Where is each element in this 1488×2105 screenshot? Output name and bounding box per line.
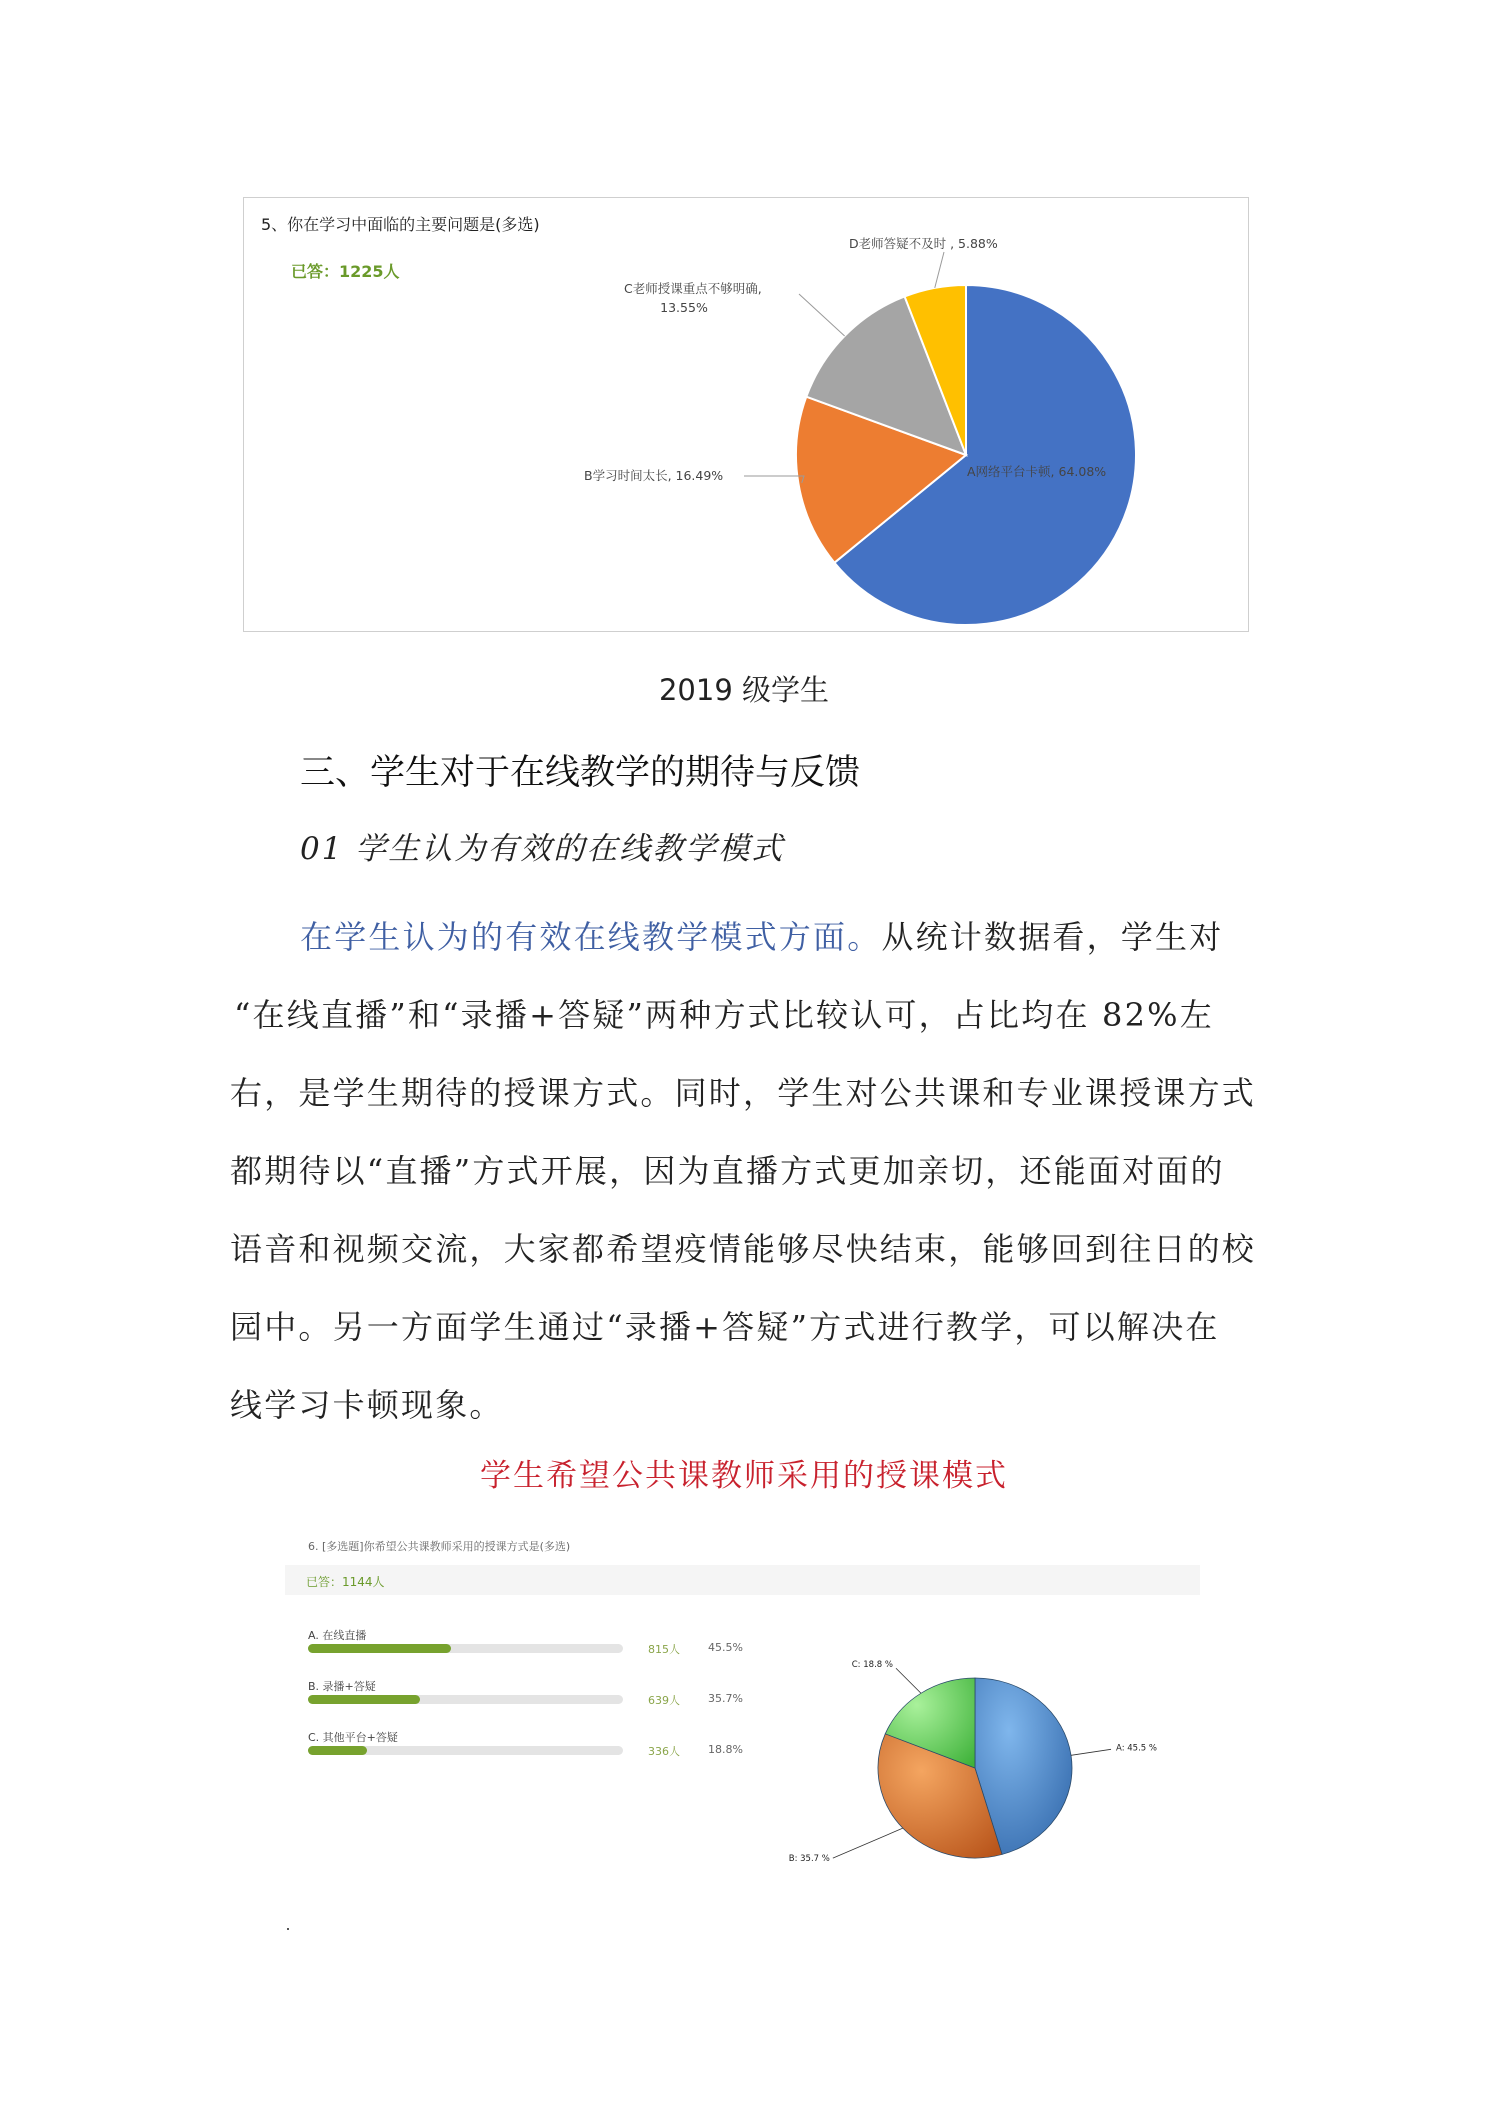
option-label: B. 录播+答疑 [308,1680,376,1693]
data-label-d: D老师答疑不及时 , 5.88% [849,236,998,251]
data-label-b: B: 35.7 % [788,1854,830,1865]
pie-chart-problems [243,197,1249,632]
paragraph-line-1-rest: 从统计数据看，学生对 [881,918,1224,956]
leader-line-a [1071,1749,1111,1755]
paragraph-line-1 [230,898,1265,976]
leader-line-c [896,1668,921,1693]
chart-2-caption: 学生希望公共课教师采用的授课模式 [480,1458,1008,1494]
data-label-b: B学习时间太长, 16.49% [584,468,724,483]
leader-line-c [799,294,845,336]
data-label-c-line2: 13.55% [660,300,708,315]
leader-line-d [935,252,944,288]
option-count: 336人 [648,1745,680,1758]
paragraph-line-2: “在线直播”和“录播+答疑”两种方式比较认可，占比均在 82%左 [234,996,1214,1034]
chart-title: 5、你在学习中面临的主要问题是(多选) [261,215,540,234]
survey-result-panel [285,1525,1200,1935]
option-percent: 45.5% [708,1641,743,1654]
body-paragraph [230,898,1265,1444]
paragraph-line-4: 都期待以“直播”方式开展，因为直播方式更加亲切，还能面对面的 [230,1152,1225,1190]
pie-chart-2-svg [285,1525,1200,1935]
section-heading: 三、学生对于在线教学的期待与反馈 [300,753,861,793]
data-label-c: C: 18.8 % [851,1660,893,1671]
answered-count: 已答：1225人 [291,262,400,281]
paragraph-line-7: 线学习卡顿现象。 [230,1386,504,1424]
leader-line-b [833,1828,903,1858]
pie-chart-1-svg [244,198,1248,631]
option-label: C. 其他平台+答疑 [308,1731,398,1744]
data-label-a: A网络平台卡顿, 64.08% [967,464,1107,479]
footnote-dot [287,1928,289,1930]
answered-count: 已答：1144人 [306,1575,385,1589]
paragraph-line-5: 语音和视频交流，大家都希望疫情能够尽快结束，能够回到往日的校 [230,1230,1257,1268]
paragraph-line-3: 右，是学生期待的授课方式。同时，学生对公共课和专业课授课方式 [230,1074,1257,1112]
option-label: A. 在线直播 [308,1629,367,1642]
paragraph-line-6: 园中。另一方面学生通过“录播+答疑”方式进行教学，可以解决在 [230,1308,1220,1346]
option-percent: 35.7% [708,1692,743,1705]
option-count: 639人 [648,1694,680,1707]
sub-heading: 01 学生认为有效的在线教学模式 [300,831,785,867]
data-label-c-line1: C老师授课重点不够明确, [624,281,762,296]
leader-line-b [744,476,804,483]
survey-question-title: 6. [多选题]你希望公共课教师采用的授课方式是(多选) [308,1540,571,1553]
option-percent: 18.8% [708,1743,743,1756]
option-count: 815人 [648,1643,680,1656]
data-label-a: A: 45.5 % [1116,1743,1157,1754]
paragraph-highlight: 在学生认为的有效在线教学模式方面。 [300,918,882,956]
pie-2-group [878,1678,1072,1858]
chart-caption-2019: 2019 级学生 [658,673,830,707]
